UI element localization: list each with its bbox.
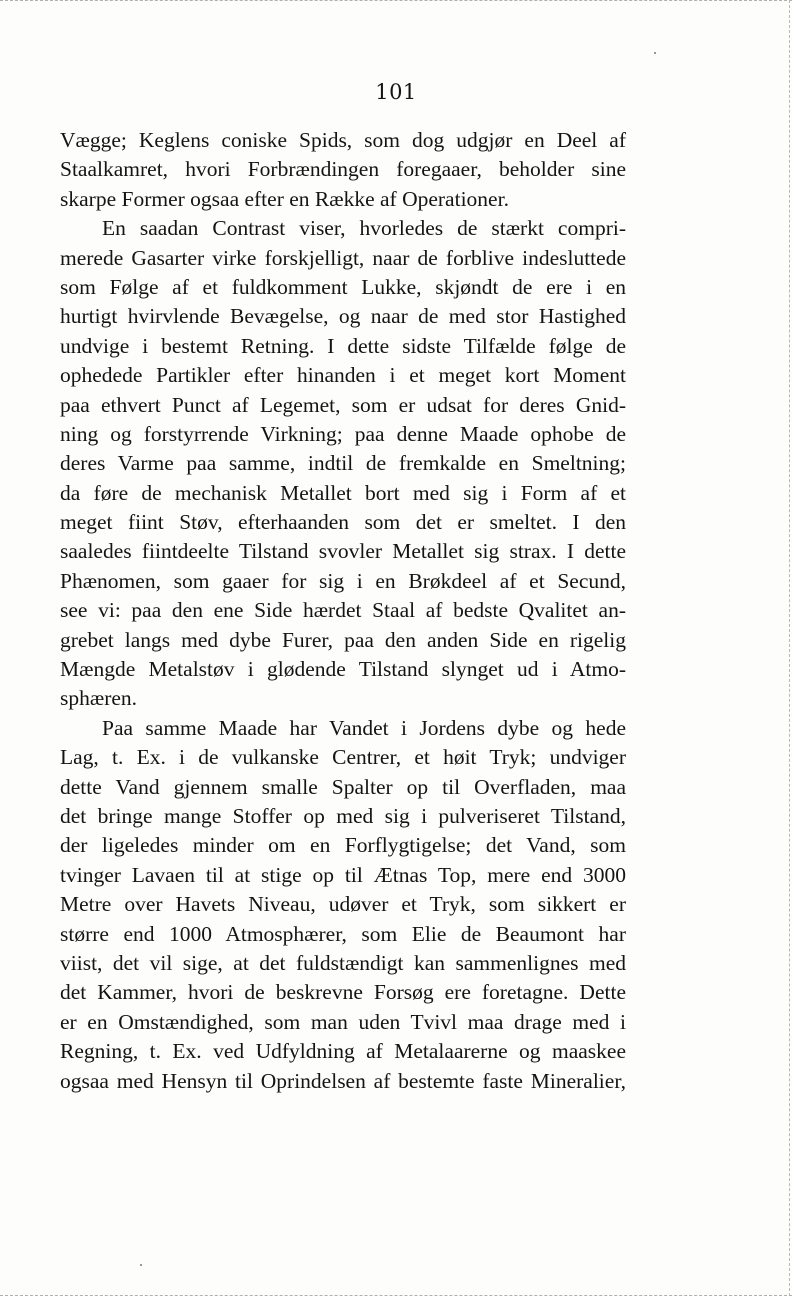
- body-text: [60, 126, 626, 1096]
- text-line: Staalkamret, hvori Forbrændingen foregaaer, beholder sine: [60, 157, 626, 182]
- text-line: Paa samme Maade har Vandet i Jordens dybe og hede: [102, 715, 626, 740]
- text-line: merede Gasarter virke forskjelligt, naar de forblive indesluttede: [60, 245, 626, 270]
- text-line: ogsaa med Hensyn til Oprindelsen af bestemte faste Mineralier,: [60, 1068, 626, 1093]
- paragraph-2: [60, 214, 626, 714]
- text-line: som Følge af et fuldkomment Lukke, skjøndt de ere i en: [60, 274, 626, 299]
- text-line: paa ethvert Punct af Legemet, som er udsat for deres Gnid-: [60, 392, 626, 417]
- text-line: er en Omstændighed, som man uden Tvivl maa drage med i: [60, 1009, 626, 1034]
- text-line: ophedede Partikler efter hinanden i et meget kort Moment: [60, 363, 626, 388]
- text-line: viist, det vil sige, at det fuldstændigt kan sammenlignes med: [60, 950, 626, 975]
- text-line: En saadan Contrast viser, hvorledes de stærkt compri-: [102, 216, 626, 241]
- text-line: Vægge; Keglens coniske Spids, som dog udgjør en Deel af: [60, 128, 626, 152]
- scan-speck: [654, 52, 656, 54]
- text-line: hurtigt hvirvlende Bevægelse, og naar de med stor Hastighed: [60, 304, 626, 329]
- scan-speck: [140, 1264, 142, 1266]
- text-line: der ligeledes minder om en Forflygtigelse; det Vand, som: [60, 833, 626, 858]
- text-line: da føre de mechanisk Metallet bort med sig i Form af et: [60, 480, 626, 505]
- text-line: dette Vand gjennem smalle Spalter op til Overfladen, maa: [60, 774, 626, 799]
- paragraph-1: [60, 126, 626, 214]
- text-line: det Kammer, hvori de beskrevne Forsøg ere foretagne. Dette: [60, 980, 626, 1005]
- text-line: Metre over Havets Niveau, udøver et Tryk, som sikkert er: [60, 892, 626, 917]
- text-line: undvige i bestemt Retning. I dette sidste Tilfælde følge de: [60, 333, 626, 358]
- text-line: Mængde Metalstøv i glødende Tilstand slynget ud i Atmo-: [60, 657, 626, 682]
- text-line: Phænomen, som gaaer for sig i en Brøkdeel af et Secund,: [60, 568, 626, 593]
- text-line: see vi: paa den ene Side hærdet Staal af bedste Qvalitet an-: [60, 598, 626, 623]
- text-line: Regning, t. Ex. ved Udfyldning af Metalaarerne og maaskee: [60, 1039, 626, 1064]
- text-line: sphæren.: [60, 686, 138, 711]
- text-line: grebet langs med dybe Furer, paa den anden Side en rigelig: [60, 627, 626, 652]
- text-line: meget fiint Støv, efterhaanden som det er smeltet. I den: [60, 510, 626, 535]
- text-line: deres Varme paa samme, indtil de fremkalde en Smeltning;: [60, 451, 626, 476]
- page-top-edge: [0, 0, 792, 7]
- paragraph-3: [60, 714, 626, 1096]
- text-line: tvinger Lavaen til at stige op til Ætnas Top, mere end 3000: [60, 862, 626, 887]
- page-bottom-edge: [0, 1289, 792, 1296]
- page-number: 101: [375, 80, 417, 104]
- text-line: saaledes fiintdeelte Tilstand svovler Metallet sig strax. I dette: [60, 539, 626, 564]
- text-line: Lag, t. Ex. i de vulkanske Centrer, et høit Tryk; undviger: [60, 745, 626, 770]
- text-line: ning og forstyrrende Virkning; paa denne Maade ophobe de: [60, 421, 626, 446]
- text-line: det bringe mange Stoffer op med sig i pulveriseret Tilstand,: [60, 803, 626, 828]
- text-line: større end 1000 Atmosphærer, som Elie de Beaumont har: [60, 921, 626, 946]
- page-right-edge: [788, 0, 790, 1296]
- text-line: skarpe Former ogsaa efter en Række af Operationer.: [60, 186, 509, 211]
